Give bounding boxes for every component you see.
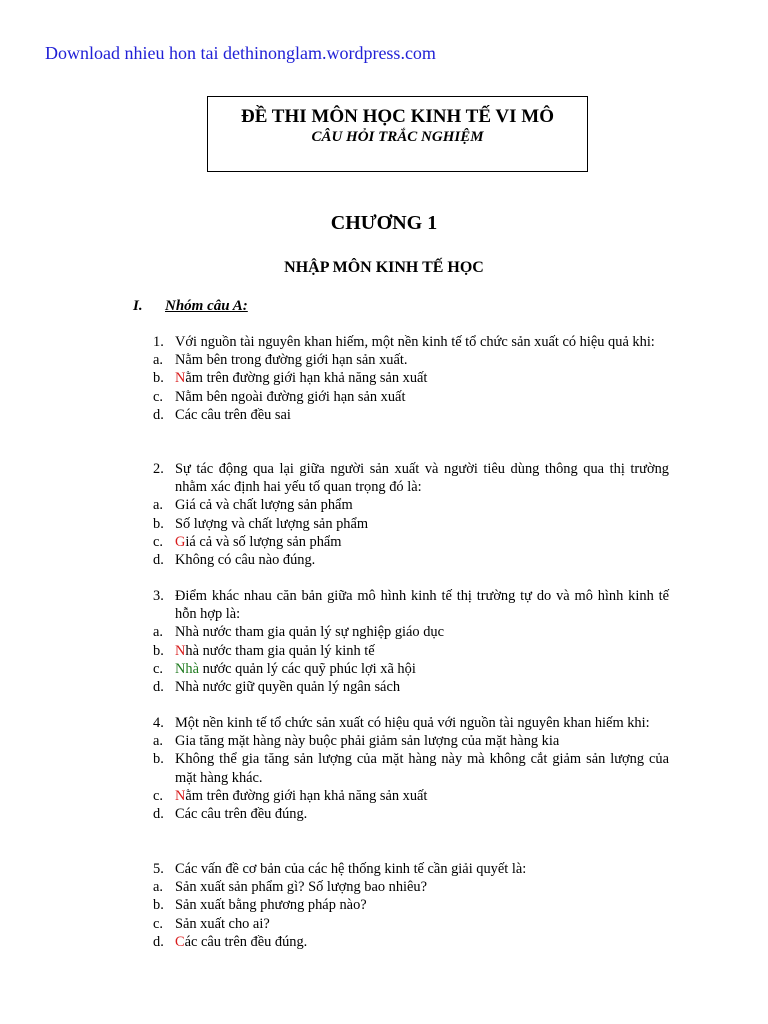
option-text: ác câu trên đều đúng. — [184, 933, 308, 950]
option-text: Các câu trên đều đúng. — [175, 806, 308, 823]
answer-option — [153, 896, 669, 914]
option-text: hà nước tham gia quản lý kinh tế — [185, 642, 375, 659]
option-first-highlight: N — [175, 370, 186, 387]
option-label: a. — [153, 733, 163, 750]
document-title: ĐỀ THI MÔN HỌC KINH TẾ VI MÔ — [240, 106, 555, 127]
option-text: ằm trên đường giới hạn khả năng sản xuất — [185, 370, 428, 387]
option-text: nước quản lý các quỹ phúc lợi xã hội — [198, 660, 416, 677]
question-number: 3. — [153, 588, 164, 604]
option-text: Sản xuất sản phẩm gì? Số lượng bao nhiêu? — [175, 879, 428, 896]
option-label: d. — [153, 933, 164, 950]
question-number: 5. — [153, 861, 164, 877]
option-label: d. — [153, 679, 164, 696]
question-block — [153, 860, 669, 951]
answer-option — [153, 732, 669, 750]
question-text: Một nền kinh tế tổ chức sản xuất có hiệu quả với nguồn tài nguyên khan hiếm khi: — [175, 715, 650, 731]
answer-option — [153, 496, 669, 514]
title-box — [207, 96, 588, 172]
option-text: Không thể gia tăng sản lượng của mặt hàng này mà không cắt giảm sản lượng của mặt hàng khác. — [175, 751, 669, 786]
question-stem — [153, 587, 669, 623]
option-text: Không có câu nào đúng. — [175, 552, 316, 569]
download-link[interactable]: Download nhieu hon tai dethinonglam.wordpress.com — [45, 43, 436, 63]
answer-option — [153, 678, 669, 696]
document-subtitle: CÂU HỎI TRẮC NGHIỆM — [311, 129, 484, 145]
option-label: a. — [153, 352, 163, 369]
option-label: b. — [153, 642, 164, 659]
answer-option — [153, 623, 669, 641]
question-text: Điểm khác nhau căn bản giữa mô hình kinh tế thị trường tự do và mô hình kinh tế hỗn hợp là: — [175, 588, 669, 623]
group-heading — [133, 298, 248, 315]
option-text: Nằm bên trong đường giới hạn sản xuất. — [175, 352, 408, 369]
option-label: d. — [153, 552, 164, 569]
option-text: Sản xuất bằng phương pháp nào? — [175, 897, 367, 914]
option-text: Nằm bên ngoài đường giới hạn sản xuất — [175, 388, 406, 405]
answer-option — [153, 533, 669, 551]
answer-option — [153, 660, 669, 678]
option-text: Sản xuất cho ai? — [175, 915, 270, 932]
question-stem — [153, 860, 669, 878]
option-text: Gia tăng mặt hàng này buộc phải giảm sản lượng của mặt hàng kia — [175, 733, 560, 750]
answer-option — [153, 787, 669, 805]
option-label: c. — [153, 388, 163, 405]
question-text: Với nguồn tài nguyên khan hiếm, một nền kinh tế tổ chức sản xuất có hiệu quả khi: — [175, 334, 655, 350]
question-number: 1. — [153, 334, 164, 350]
option-label: c. — [153, 915, 163, 932]
option-label: d. — [153, 806, 164, 823]
question-block — [153, 587, 669, 696]
option-label: d. — [153, 406, 164, 423]
question-stem — [153, 714, 669, 732]
question-number: 2. — [153, 461, 164, 477]
answer-option — [153, 551, 669, 569]
option-label: b. — [153, 370, 164, 387]
answer-option — [153, 805, 669, 823]
question-text: Sự tác động qua lại giữa người sản xuất và người tiêu dùng thông qua thị trường nhằm xác định hai yếu tố quan trọng đó là: — [175, 461, 669, 496]
option-label: a. — [153, 879, 163, 896]
option-text: ằm trên đường giới hạn khả năng sản xuất — [185, 787, 428, 804]
answer-option — [153, 406, 669, 424]
question-stem — [153, 333, 669, 351]
option-first-highlight: N — [175, 642, 186, 659]
question-block — [153, 333, 669, 424]
answer-option — [153, 388, 669, 406]
option-label: a. — [153, 497, 163, 514]
option-label: b. — [153, 751, 164, 768]
answer-option — [153, 351, 669, 369]
option-text: Các câu trên đều sai — [175, 406, 291, 423]
option-first-highlight: C — [175, 933, 185, 950]
answer-option — [153, 750, 669, 786]
option-text: iá cả và số lượng sản phẩm — [185, 533, 342, 550]
subject-heading: NHẬP MÔN KINH TẾ HỌC — [284, 259, 484, 276]
option-first-highlight: N — [175, 787, 186, 804]
answer-option — [153, 878, 669, 896]
option-label: c. — [153, 660, 163, 677]
group-number: I. — [133, 298, 143, 314]
answer-option — [153, 915, 669, 933]
question-text: Các vấn đề cơ bản của các hệ thống kinh tế cần giải quyết là: — [175, 861, 527, 877]
answer-option — [153, 933, 669, 951]
question-block — [153, 714, 669, 823]
option-label: b. — [153, 515, 164, 532]
option-first-highlight: G — [175, 533, 186, 550]
option-text: Số lượng và chất lượng sản phẩm — [175, 515, 369, 532]
option-label: a. — [153, 624, 163, 641]
answer-option — [153, 369, 669, 387]
option-label: c. — [153, 787, 163, 804]
option-text: Nhà nước giữ quyền quản lý ngân sách — [175, 679, 401, 696]
answer-option — [153, 515, 669, 533]
question-stem — [153, 460, 669, 496]
question-block — [153, 460, 669, 569]
option-label: b. — [153, 897, 164, 914]
question-number: 4. — [153, 715, 164, 731]
chapter-heading: CHƯƠNG 1 — [330, 212, 438, 234]
group-title: Nhóm câu A: — [165, 298, 248, 314]
option-text: Nhà nước tham gia quản lý sự nghiệp giáo dục — [175, 624, 444, 641]
answer-option — [153, 642, 669, 660]
option-label: c. — [153, 533, 163, 550]
option-text: Giá cả và chất lượng sản phẩm — [175, 497, 353, 514]
option-first-highlight: Nhà — [175, 660, 199, 677]
